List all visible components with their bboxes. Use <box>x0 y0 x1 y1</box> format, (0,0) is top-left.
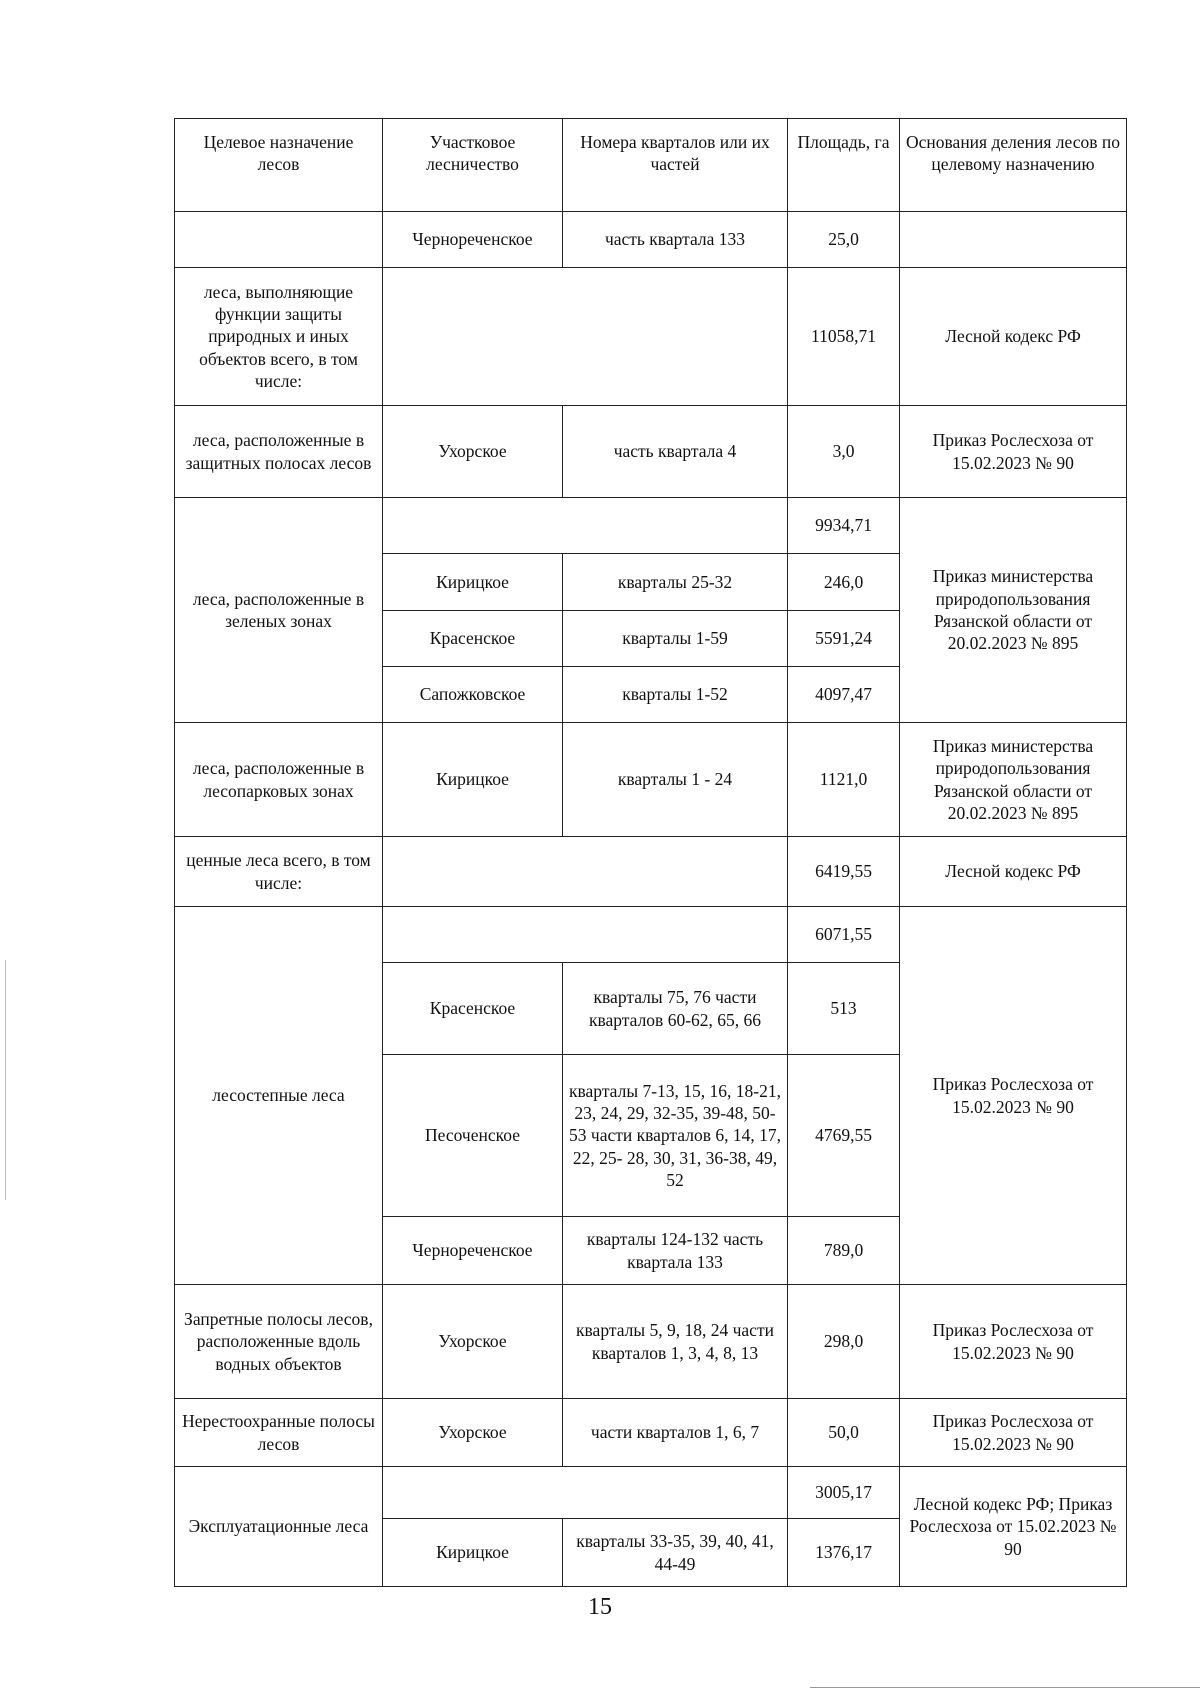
cell-basis: Приказ министерства природопользования Рязанской области от 20.02.2023 № 895 <box>900 498 1127 723</box>
header-forestry: Участковое лесничество <box>383 119 563 212</box>
cell-area: 298,0 <box>788 1285 900 1399</box>
cell-quarters: кварталы 1-59 <box>563 611 788 667</box>
cell-purpose: лесостепные леса <box>175 907 383 1285</box>
cell-area: 513 <box>788 963 900 1055</box>
forest-purpose-table <box>174 118 1127 1587</box>
cell-quarters: кварталы 1-52 <box>563 667 788 723</box>
cell-quarters: кварталы 75, 76 части кварталов 60-62, 65, 66 <box>563 963 788 1055</box>
cell-purpose: Нерестоохранные полосы лесов <box>175 1399 383 1467</box>
header-purpose: Целевое назначение лесов <box>175 119 383 212</box>
cell-quarters: кварталы 1 - 24 <box>563 723 788 837</box>
cell-basis-empty <box>900 212 1127 268</box>
cell-basis: Лесной кодекс РФ <box>900 837 1127 907</box>
cell-forestry: Кирицкое <box>383 1519 563 1587</box>
cell-purpose-empty <box>175 212 383 268</box>
cell-forestry: Ухорское <box>383 1285 563 1399</box>
cell-forestry: Чернореченское <box>383 212 563 268</box>
cell-area: 25,0 <box>788 212 900 268</box>
cell-basis: Лесной кодекс РФ <box>900 268 1127 406</box>
table-row <box>175 406 1127 498</box>
cell-area: 1376,17 <box>788 1519 900 1587</box>
cell-forestry: Красенское <box>383 963 563 1055</box>
table-row <box>175 498 1127 554</box>
table-row <box>175 268 1127 406</box>
table-row <box>175 1399 1127 1467</box>
cell-quarters: части кварталов 1, 6, 7 <box>563 1399 788 1467</box>
cell-area: 5591,24 <box>788 611 900 667</box>
cell-forestry: Ухорское <box>383 1399 563 1467</box>
table-row <box>175 1467 1127 1519</box>
cell-purpose: Запретные полосы лесов, расположенные вдоль водных объектов <box>175 1285 383 1399</box>
cell-area-total: 9934,71 <box>788 498 900 554</box>
cell-area: 3,0 <box>788 406 900 498</box>
cell-quarters: кварталы 7-13, 15, 16, 18-21, 23, 24, 29, 32-35, 39-48, 50-53 части кварталов 6, 14, 17, 22, 25- 28, 30, 31, 36-38, 49, 52 <box>563 1055 788 1217</box>
header-area: Площадь, га <box>788 119 900 212</box>
scan-edge-line <box>810 1687 1200 1688</box>
cell-forestry: Ухорское <box>383 406 563 498</box>
table-row <box>175 907 1127 963</box>
cell-basis: Приказ министерства природопользования Рязанской области от 20.02.2023 № 895 <box>900 723 1127 837</box>
cell-quarters: часть квартала 4 <box>563 406 788 498</box>
cell-area: 6419,55 <box>788 837 900 907</box>
cell-basis: Приказ Рослесхоза от 15.02.2023 № 90 <box>900 1399 1127 1467</box>
cell-purpose: леса, расположенные в лесопарковых зонах <box>175 723 383 837</box>
cell-empty <box>383 837 788 907</box>
page-number: 15 <box>588 1594 612 1620</box>
cell-forestry: Чернореченское <box>383 1217 563 1285</box>
cell-purpose: леса, расположенные в зеленых зонах <box>175 498 383 723</box>
cell-area: 246,0 <box>788 554 900 611</box>
cell-forestry: Кирицкое <box>383 723 563 837</box>
cell-quarters: часть квартала 133 <box>563 212 788 268</box>
cell-empty <box>383 1467 788 1519</box>
cell-area: 11058,71 <box>788 268 900 406</box>
cell-forestry: Красенское <box>383 611 563 667</box>
cell-basis: Приказ Рослесхоза от 15.02.2023 № 90 <box>900 907 1127 1285</box>
cell-basis: Лесной кодекс РФ; Приказ Рослесхоза от 15.02.2023 № 90 <box>900 1467 1127 1587</box>
cell-empty <box>383 268 788 406</box>
cell-area: 4097,47 <box>788 667 900 723</box>
header-basis: Основания деления лесов по целевому назначению <box>900 119 1127 212</box>
cell-forestry: Песоченское <box>383 1055 563 1217</box>
cell-area-total: 6071,55 <box>788 907 900 963</box>
cell-basis: Приказ Рослесхоза от 15.02.2023 № 90 <box>900 1285 1127 1399</box>
cell-empty <box>383 498 788 554</box>
cell-area: 1121,0 <box>788 723 900 837</box>
cell-quarters: кварталы 5, 9, 18, 24 части кварталов 1, 3, 4, 8, 13 <box>563 1285 788 1399</box>
cell-quarters: кварталы 33-35, 39, 40, 41, 44-49 <box>563 1519 788 1587</box>
cell-forestry: Кирицкое <box>383 554 563 611</box>
cell-empty <box>383 907 788 963</box>
cell-purpose: леса, расположенные в защитных полосах лесов <box>175 406 383 498</box>
table-header-row <box>175 119 1127 212</box>
scan-edge-mark <box>5 960 6 1200</box>
cell-area: 50,0 <box>788 1399 900 1467</box>
header-quarters: Номера кварталов или их частей <box>563 119 788 212</box>
cell-area: 4769,55 <box>788 1055 900 1217</box>
table-row <box>175 723 1127 837</box>
cell-purpose: леса, выполняющие функции защиты природных и иных объектов всего, в том числе: <box>175 268 383 406</box>
cell-basis: Приказ Рослесхоза от 15.02.2023 № 90 <box>900 406 1127 498</box>
cell-quarters: кварталы 25-32 <box>563 554 788 611</box>
table-row <box>175 212 1127 268</box>
cell-purpose: ценные леса всего, в том числе: <box>175 837 383 907</box>
cell-quarters: кварталы 124-132 часть квартала 133 <box>563 1217 788 1285</box>
cell-area: 789,0 <box>788 1217 900 1285</box>
table-row <box>175 837 1127 907</box>
cell-purpose: Эксплуатационные леса <box>175 1467 383 1587</box>
table-row <box>175 1285 1127 1399</box>
cell-forestry: Сапожковское <box>383 667 563 723</box>
cell-area-total: 3005,17 <box>788 1467 900 1519</box>
